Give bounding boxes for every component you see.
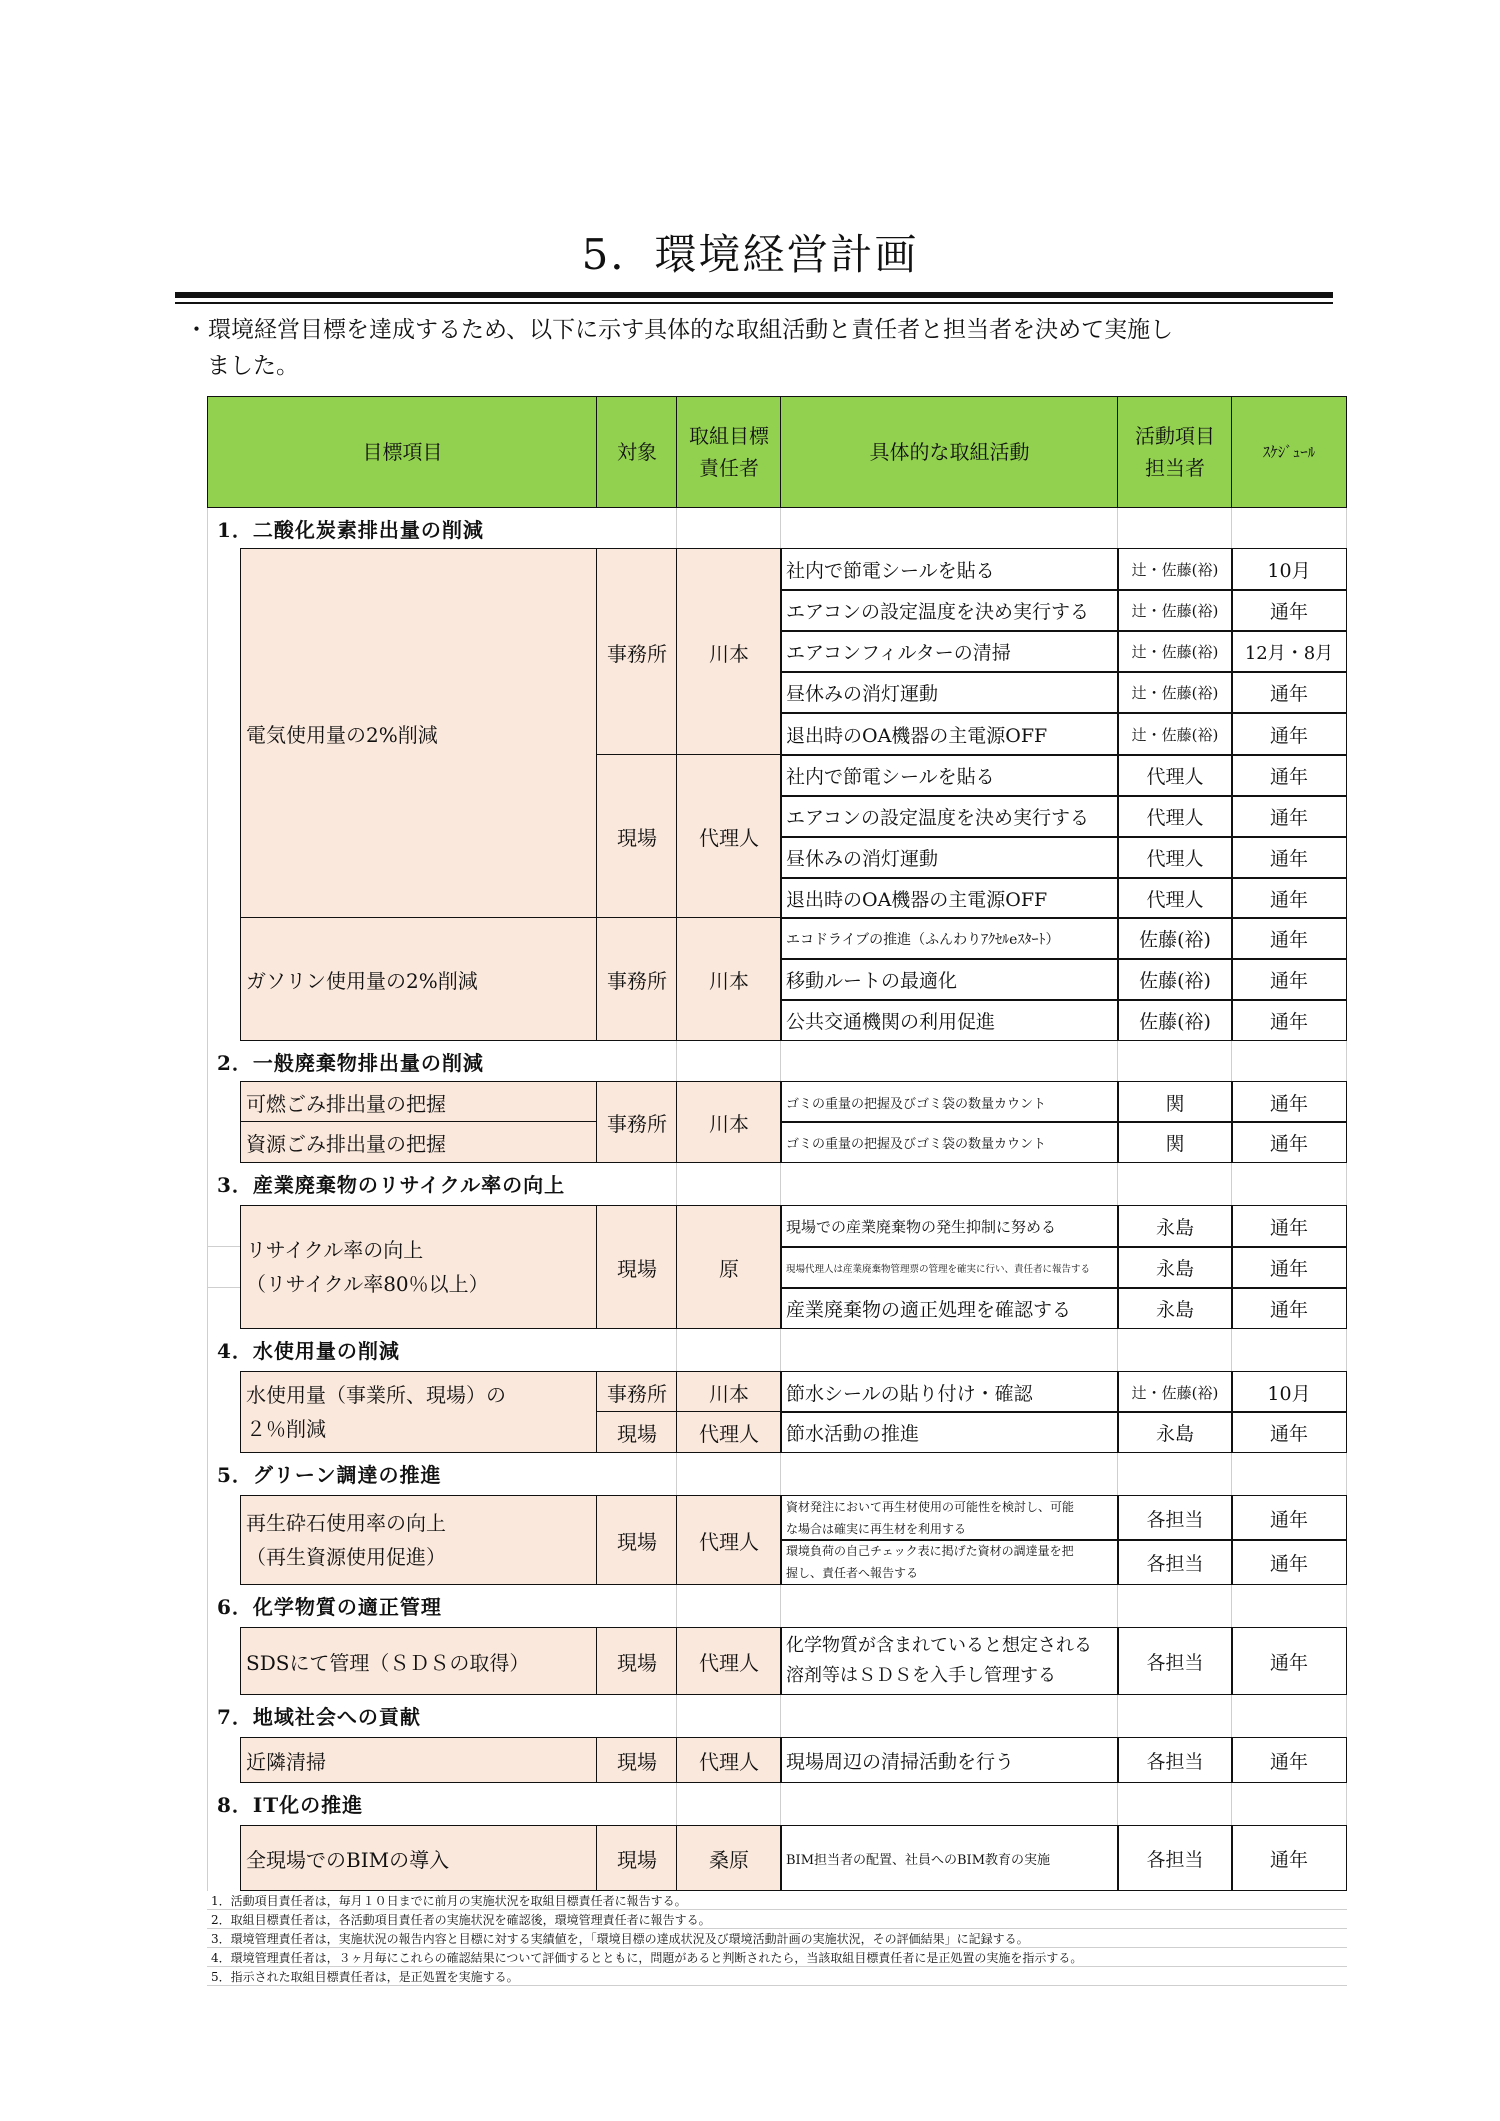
header-person-line2: 担当者 [1145,456,1205,480]
target-site: 現場 [596,754,678,919]
activity-line2: 握し、責任者へ報告する [786,1566,919,1580]
person: 永島 [1117,1246,1233,1289]
schedule: 10月 [1231,1371,1347,1413]
footnote: 2．取組目標責任者は，各活動項目責任者の実施状況を確認後，環境管理責任者に報告する。 [207,1911,1347,1929]
goal-clean: 近隣清掃 [240,1737,598,1783]
activity-line2: な場合は確実に再生材を利用する [786,1522,967,1536]
schedule: 通年 [1231,999,1347,1041]
person: 辻・佐藤(裕) [1117,671,1233,714]
owner: 原 [676,1205,782,1329]
schedule: 通年 [1231,1627,1347,1695]
schedule: 通年 [1231,1495,1347,1541]
schedule: 通年 [1231,712,1347,756]
schedule: 通年 [1231,877,1347,919]
footnote: 5．指示された取組目標責任者は，是正処置を実施する。 [207,1968,1347,1986]
section-title: 3．産業廃棄物のリサイクル率の向上 [217,1172,566,1197]
schedule: 通年 [1231,1246,1347,1289]
section-title: 6．化学物質の適正管理 [217,1594,442,1619]
schedule: 通年 [1231,1081,1347,1123]
section-title: 1．二酸化炭素排出量の削減 [217,517,484,542]
person: 各担当 [1117,1539,1233,1585]
activity-line2: 溶剤等はＳＤＳを入手し管理する [786,1665,1056,1686]
target: 現場 [596,1411,678,1453]
activity: エアコンの設定温度を決め実行する [780,589,1119,632]
person: 辻・佐藤(裕) [1117,1371,1233,1413]
page-title: 5．環境経営計画 [581,230,919,279]
goal-water [240,1371,598,1453]
activity: 退出時のOA機器の主電源OFF [780,712,1119,756]
header-person [1117,396,1233,508]
schedule: 通年 [1231,1737,1347,1783]
owner: 代理人 [676,1627,782,1695]
goal-bim: 全現場でのBIMの導入 [240,1825,598,1891]
schedule: 通年 [1231,589,1347,632]
schedule: 12月・8月 [1231,630,1347,673]
activity: ゴミの重量の把握及びゴミ袋の数量カウント [780,1081,1119,1123]
owner: 川本 [676,1371,782,1413]
schedule: 通年 [1231,671,1347,714]
section-title: 2．一般廃棄物排出量の削減 [217,1050,484,1075]
intro-line-2: ました。 [207,353,299,379]
activity: 節水シールの貼り付け・確認 [780,1371,1119,1413]
activity: 社内で節電シールを貼る [780,754,1119,797]
schedule: 通年 [1231,1411,1347,1453]
intro-line-1: ・環境経営目標を達成するため、以下に示す具体的な取組活動と責任者と担当者を決めて実施し [185,317,1174,343]
footnote: 1．活動項目責任者は，毎月１０日までに前月の実施状況を取組目標責任者に報告する。 [207,1892,1347,1910]
activity [780,1495,1119,1541]
grid-line [207,1246,240,1247]
activity: 退出時のOA機器の主電源OFF [780,877,1119,919]
activity: 移動ルートの最適化 [780,958,1119,1001]
section-title: 4．水使用量の削減 [217,1338,400,1363]
target-office: 事務所 [596,917,678,1041]
person: 佐藤(裕) [1117,917,1233,960]
person: 永島 [1117,1205,1233,1248]
person: 永島 [1117,1287,1233,1329]
person: 辻・佐藤(裕) [1117,548,1233,591]
activity: 社内で節電シールを貼る [780,548,1119,591]
target: 事務所 [596,1371,678,1413]
owner-dairinin: 代理人 [676,754,782,919]
header-person-line1: 活動項目 [1135,424,1215,448]
section-title: 8．IT化の推進 [217,1792,364,1817]
person: 代理人 [1117,836,1233,879]
person: 佐藤(裕) [1117,958,1233,1001]
activity: BIM担当者の配置、社員へのBIM教育の実施 [780,1825,1119,1891]
grid-line [207,504,208,1891]
person: 各担当 [1117,1627,1233,1695]
activity: ゴミの重量の把握及びゴミ袋の数量カウント [780,1121,1119,1163]
owner: 桑原 [676,1825,782,1891]
goal: 可燃ごみ排出量の把握 [240,1081,598,1123]
person: 辻・佐藤(裕) [1117,589,1233,632]
owner-kawamoto: 川本 [676,917,782,1041]
schedule: 通年 [1231,1121,1347,1163]
header-item: 目標項目 [207,396,598,508]
schedule: 通年 [1231,836,1347,879]
activity: 産業廃棄物の適正処理を確認する [780,1287,1119,1329]
person: 関 [1117,1081,1233,1123]
activity: 昼休みの消灯運動 [780,836,1119,879]
person: 代理人 [1117,795,1233,838]
goal-line2: （リサイクル率80％以上） [246,1272,489,1296]
activity: 現場での産業廃棄物の発生抑制に努める [780,1205,1119,1248]
person: 代理人 [1117,754,1233,797]
goal-line1: 水使用量（事業所、現場）の [246,1383,506,1407]
target: 現場 [596,1627,678,1695]
activity [780,1627,1119,1695]
person: 辻・佐藤(裕) [1117,630,1233,673]
schedule: 通年 [1231,1205,1347,1248]
person: 各担当 [1117,1495,1233,1541]
target: 現場 [596,1205,678,1329]
target: 現場 [596,1825,678,1891]
footnote: 4．環境管理責任者は，３ヶ月毎にこれらの確認結果について評価するとともに，問題があると判断されたら，当該取組目標責任者に是正処置の実施を指示する。 [207,1949,1347,1967]
owner: 川本 [676,1081,782,1163]
target: 現場 [596,1737,678,1783]
target: 現場 [596,1495,678,1585]
goal-electricity: 電気使用量の2%削減 [240,548,598,919]
grid-line [207,1287,240,1288]
owner: 代理人 [676,1495,782,1585]
activity-line1: 環境負荷の自己チェック表に掲げた資材の調達量を把 [786,1544,1074,1558]
schedule: 通年 [1231,1825,1347,1891]
schedule: 通年 [1231,917,1347,960]
activity-line1: 化学物質が含まれていると想定される [786,1635,1092,1656]
activity: 公共交通機関の利用促進 [780,999,1119,1041]
person: 各担当 [1117,1825,1233,1891]
schedule: 通年 [1231,795,1347,838]
target-office: 事務所 [596,548,678,756]
header-owner [676,396,782,508]
activity: エアコンの設定温度を決め実行する [780,795,1119,838]
person: 辻・佐藤(裕) [1117,712,1233,756]
schedule: 通年 [1231,1287,1347,1329]
header-owner-line1: 取組目標 [689,424,769,448]
person: 佐藤(裕) [1117,999,1233,1041]
person: 各担当 [1117,1737,1233,1783]
goal-green [240,1495,598,1585]
owner-kawamoto: 川本 [676,548,782,756]
section-title: 5．グリーン調達の推進 [217,1462,442,1487]
goal: 資源ごみ排出量の把握 [240,1121,598,1163]
schedule: 通年 [1231,958,1347,1001]
goal-sds: SDSにて管理（ＳＤＳの取得） [240,1627,598,1695]
activity: 現場代理人は産業廃棄物管理票の管理を確実に行い、責任者に報告する [780,1246,1119,1289]
target: 事務所 [596,1081,678,1163]
activity [780,1539,1119,1585]
activity: 節水活動の推進 [780,1411,1119,1453]
schedule: 通年 [1231,754,1347,797]
owner: 代理人 [676,1411,782,1453]
activity: 現場周辺の清掃活動を行う [780,1737,1119,1783]
activity: エコドライブの推進（ふんわりｱｸｾﾙeｽﾀｰﾄ） [780,917,1119,960]
header-target: 対象 [596,396,678,508]
person: 代理人 [1117,877,1233,919]
goal-line1: リサイクル率の向上 [246,1238,424,1262]
person: 関 [1117,1121,1233,1163]
goal-recycle [240,1205,598,1329]
goal-line2: （再生資源使用促進） [246,1545,446,1569]
header-owner-line2: 責任者 [699,456,759,480]
section-title: 7．地域社会への貢献 [217,1704,421,1729]
activity-line1: 資材発注において再生材使用の可能性を検討し、可能 [786,1500,1075,1514]
owner: 代理人 [676,1737,782,1783]
goal-line1: 再生砕石使用率の向上 [246,1511,446,1535]
goal-line2: ２％削減 [246,1417,326,1441]
header-schedule: ｽｹｼﾞｭｰﾙ [1231,396,1347,508]
goal-gasoline: ガソリン使用量の2%削減 [240,917,598,1041]
schedule: 10月 [1231,548,1347,591]
header-activity: 具体的な取組活動 [780,396,1119,508]
footnote: 3．環境管理責任者は，実施状況の報告内容と目標に対する実績値を，「環境目標の達成状況及び環境活動計画の実施状況，その評価結果」に記録する。 [207,1930,1347,1948]
person: 永島 [1117,1411,1233,1453]
activity: エアコンフィルターの清掃 [780,630,1119,673]
activity: 昼休みの消灯運動 [780,671,1119,714]
schedule: 通年 [1231,1539,1347,1585]
